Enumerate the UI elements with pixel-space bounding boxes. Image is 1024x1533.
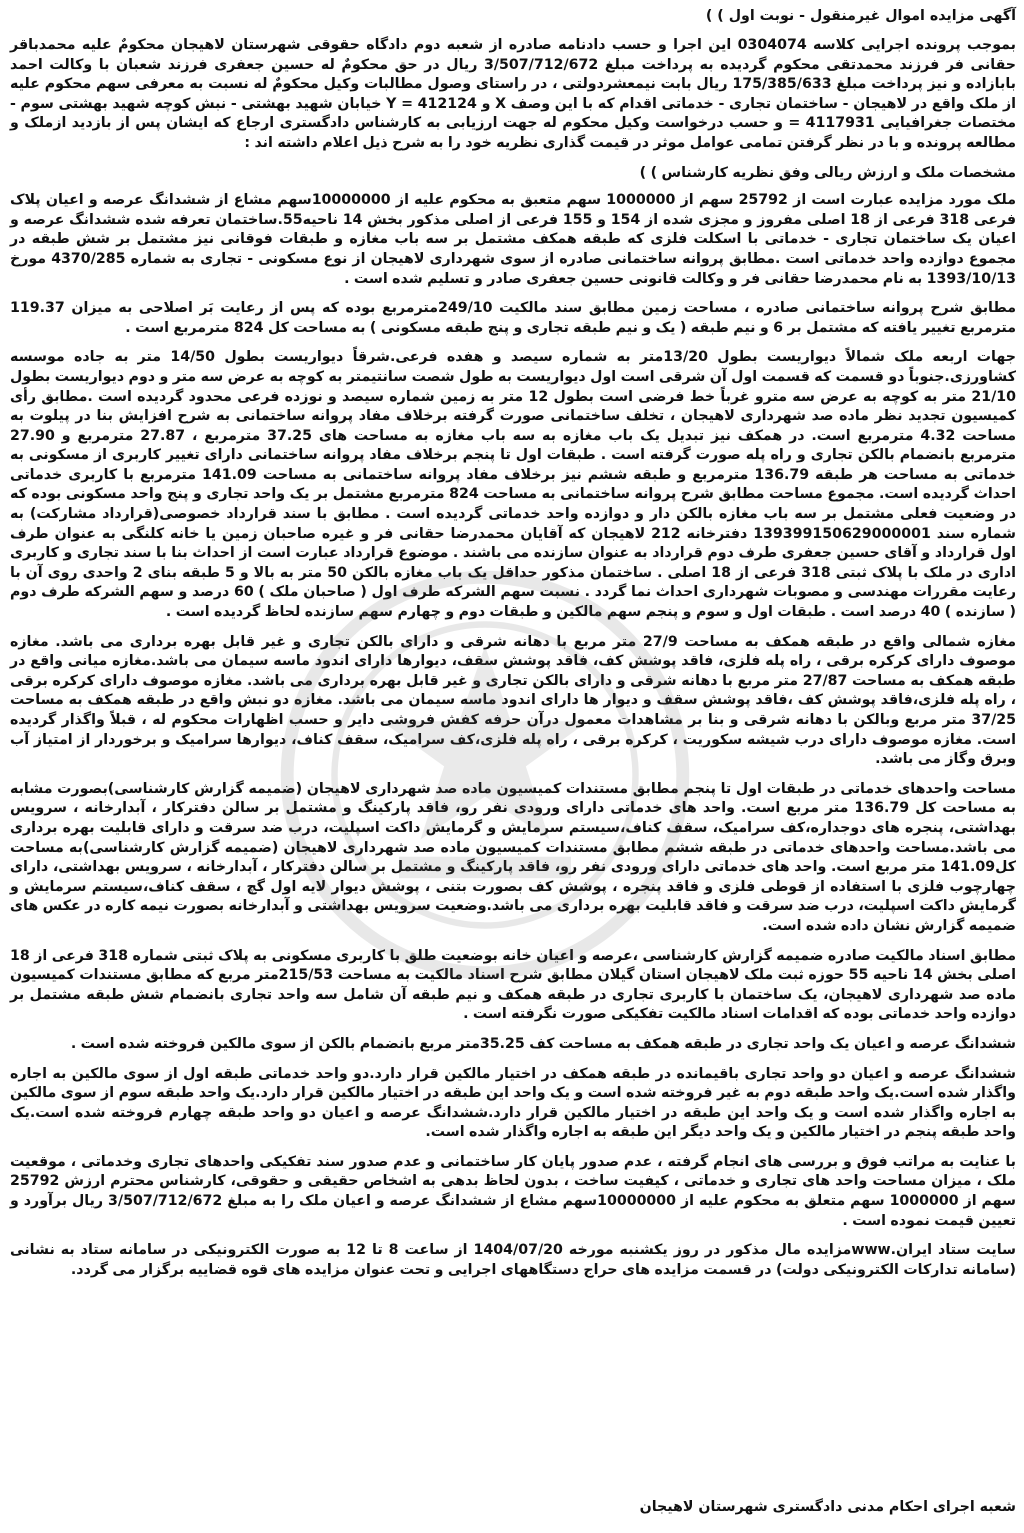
issuing-office-signature: شعبه اجرای احکام مدنی دادگستری شهرستان لاهیجان: [639, 1499, 1016, 1515]
section-heading: مشخصات ملک و ارزش ریالی وفق نظریه کارشناس ) ): [639, 164, 1016, 181]
sold-unit-paragraph: ششدانگ عرصه و اعیان یک واحد تجاری در طبقه همکف به مساحت کف 35.25متر مربع بانضمام بالکن از سوی مالکین فروخته شده است .: [70, 1035, 1016, 1052]
deeds-paragraph: مطابق اسناد مالکیت صادره ضمیمه گزارش کارشناسی ،عرصه و اعیان خانه بوضعیت طلق با کاربری مسکونی به پلاک ثبتی شماره 318 فرعی از 18 اصلی بخش 14 ناحیه 55 حوزه ثبت ملک لاهیجان استان گیلان مطابق شرح اسناد مالکیت به مساحت 215/53متر مربع که مطابق مستندات کمیسیون ماده صد شهرداری لاهیجان، یک ساختمان با کاربری تجاری در طبقه همکف و نیم طبقه آن شامل سه واحد تجاری بانضمام شش طبقه مشتمل بر دوازده واحد خدماتی بوده که اقدامات اسناد مالکیت تفکیکی صورت نگرفته است .: [10, 947, 1016, 1023]
service-units-paragraph: مساحت واحدهای خدماتی در طبقات اول تا پنجم مطابق مستندات کمیسیون ماده صد شهرداری لاهیجان (ضمیمه گزارش کارشناسی)بصورت مشابه به مساحت کل 136.79 متر مربع است. واحد های خدماتی دارای ورودی نفر رو، فاقد پارکینگ و مشتمل بر سالن دفترکار ، آبدارخانه ، سرویس بهداشتی، پنجره های دوجداره،کف سرامیک، سقف کناف،سیستم سرمایش و گرمایش داکت اسپلیت، درب ضد سرقت و دارای قابلیت بهره برداری می باشد.مساحت واحدهای خدماتی در طبقه ششم مطابق مستندات کمیسیون ماده صد شهرداری لاهیجان (ضمیمه گزارش کارشناسی)به مساحت کل141.09 متر مربع است. واحد های خدماتی دارای ورودی نفر رو، فاقد پارکینگ و مشتمل بر سالن دفترکار ، آبدارخانه ، سرویس بهداشتی، دارای چهارچوب فلزی با استفاده از قوطی فلزی و فاقد پنجره ، پوشش کف بصورت بتنی ، پوشش دیوار لایه اول گچ ، سقف کناف،سیستم سرمایش و گرمایش داکت اسپلیت، درب ضد سرقت و فاقد قابلیت بهره برداری می باشد.وضعیت سرویس بهداشتی و آبدارخانه بصورت نیمه کاره در عکس های ضمیمه گزارش نشان داده شده است.: [10, 780, 1016, 934]
intro-paragraph: بموجب پرونده اجرایی کلاسه 0304074 این اجرا و حسب دادنامه صادره از شعبه دوم دادگاه حقوقی شهرستان لاهیجان محکومٌ علیه محمدباقر حقانی فر فرزند محمدتقی محکوم گردیده به پرداخت مبلغ 3/507/712/672 ریال در حق محکومٌ له حسین جعفری فرزند شعبان با وکالت احمد بابازاده و نیز پرداخت مبلغ 175/385/633 ریال بابت نیمعشردولتی ، در راستای وصول مطالبات وکیل محکومٌ له نسبت به معرفی سهم محکوم علیه از ملک واقع در لاهیجان - ساختمان تجاری - خدماتی اقدام که با این وصف X و 412124 = Y خیابان شهید بهشتی - نبش کوچه شهید بهشتی سوم - مختصات جغرافیایی 4117931 = و حسب درخواست وکیل محکوم له جهت ارزیابی به کارشناس دادگستری ارجاع که ایشان پس از بازدید ازملک و مطالعه پرونده و با در نظر گرفتن تمامی عوامل موثر در قیمت گذاری نظریه خود را به شرح ذیل اعلام داشته اند :: [10, 37, 1017, 151]
permit-paragraph: مطابق شرح پروانه ساختمانی صادره ، مساحت زمین مطابق سند مالکیت 249/10مترمربع بوده که پس از رعایت بَر اصلاحی به میزان 119.37 مترمربع تغییر یافته که مشتمل بر 6 و نیم طبقه ( یک و نیم طبقه تجاری و پنج طبقه مسکونی ) به مساحت کل 824 مترمربع است .: [10, 300, 1016, 336]
boundaries-paragraph: جهات اربعه ملک شمالاً دیواریست بطول 13/20متر به شماره سیصد و هفده فرعی.شرقاً دیواریست بطول 14/50 متر به جاده موسسه کشاورزی.جنوباً دو قسمت که قسمت اول آن شرقی است اول دیواریست به طول شصت سانتیمتر به کوچه به عرض سه متر و دوم دیواریست بطول 21/10 متر به کوچه به عرض سه مترو غرباً خط فرضی است بطول 12 متر به زمین شماره سیصد و نوزده فرعی محدود گردیده است .مطابق رأی کمیسیون تجدید نظر ماده صد شهرداری لاهیجان ، تخلف ساختمانی صورت گرفته برخلاف مفاد پروانه ساختمانی به شرح افزایش بنا در پیلوت به مساحت 4.32 مترمربع است. در همکف نیز تبدیل یک باب مغازه به سه باب مغازه به مساحت های 37.25 مترمربع ، 27.87 مترمربع و 27.90 مترمربع بانضمام بالکن تجاری و راه پله صورت گرفته است . طبقات اول تا پنجم برخلاف مفاد پروانه ساختمانی دارای تغییر کاربری از مسکونی به خدماتی به مساحت هر طبقه 136.79 مترمربع و طبقه ششم نیز برخلاف مفاد پروانه ساختمانی به مساحت 141.09 مترمربع با کاربری خدماتی احداث گردیده است. مجموع مساحت مطابق شرح پروانه ساختمانی به مساحت 824 مترمربع مشتمل بر یک واحد تجاری و پنج واحد مسکونی بوده که در وضعیت فعلی مشتمل بر سه باب مغازه بالکن دار و دوازده واحد خدماتی گردیده است . مطابق با سند قرارداد خصوصی(قرارداد مشارکت) به شماره سند 139399150629000001 دفترخانه 212 لاهیجان که آقایان محمدرضا حقانی فر و غیره صاحبان زمین یا خانه کلنگی به عنوان طرف اول قرارداد و آقای حسین جعفری طرف دوم قرارداد به عنوان سازنده می باشند . موضوع قرارداد عبارت است از احداث بنا با سند تجاری و کاربری اداری در ملک با پلاک ثبتی 318 فرعی از 18 اصلی . ساختمان مذکور حداقل یک باب مغازه بالکن 50 متر به بالا و 5 طبقه بنای 2 واحدی روی آن با رعایت مقررات مهندسی و مصوبات شهرداری احداث نما گردد . نسبت سهم الشرکه طرف اول ( صاحبان ملک ) 60 درصد و سهم الشرکه طرف دوم ( سازنده ) 40 درصد است . طبقات اول و سوم و پنجم سهم مالکین و طبقات دوم و چهارم سهم سازنده لحاظ گردیده است .: [10, 349, 1017, 621]
occupancy-paragraph: ششدانگ عرصه و اعیان دو واحد تجاری باقیمانده در طبقه همکف در اختیار مالکین قرار دارد.دو واحد خدماتی طبقه اول از سوی مالکین به اجاره واگذار شده است.یک واحد طبقه دوم به غیر فروخته شده است و یک واحد این طبقه در اختیار مالکین قرار دارد.یک واحد طبقه سوم از سوی مالکین به اجاره واگذار شده است و یک واحد این طبقه در اختیار مالکین قرار دارد.ششدانگ عرصه و اعیان دو واحد طبقه چهارم فروخته شده است.یک واحد طبقه پنجم در اختیار مالکین و یک واحد دیگر این طبقه به اجاره واگذار شده است.: [10, 1065, 1016, 1141]
auction-date-paragraph: سایت ستاد ایران.wwwمزایده مال مذکور در روز یکشنبه مورخه 1404/07/20 از ساعت 8 تا 12 به صورت الکترونیکی در سامانه ستاد به نشانی (سامانه تدارکات الکترونیکی دولت) در قسمت مزایده های حراج دستگاههای اجرایی و تحت عنوان مزایده های قوه قضاییه برگزار می گردد.: [10, 1242, 1016, 1278]
property-paragraph: ملک مورد مزایده عبارت است از 25792 سهم از 1000000 سهم متعبق به محکوم علیه از 10000000سهم مشاع از ششدانگ عرصه و اعیان پلاک فرعی 318 فرعی از 18 اصلی مفروز و مجزی شده از 154 و 155 فرعی از اصلی مذکور بخش 14 ناحیه55.ساختمان تعرفه شده ششدانگ عرصه و اعیان یک ساختمان تجاری - خدماتی با اسکلت فلزی که طبقه همکف مشتمل بر سه باب مغازه و طبقات فوقانی نیز مشتمل بر شش طبقه در مجموع دوازده واحد خدماتی است .مطابق پروانه ساختمانی صادره از سوی شهرداری لاهیجان از نوع مسکونی - تجاری به شماره 4370/285 مورخ 1393/10/13 به نام محمدرضا حقانی فر و وکالت قانونی حسین جعفری صادر و تسلیم شده است .: [10, 192, 1017, 287]
shops-paragraph: مغازه شمالی واقع در طبقه همکف به مساحت 27/9 متر مربع با دهانه شرقی و دارای بالکن تجاری و غیر قابل بهره برداری می باشد. مغازه موصوف دارای کرکره برقی ، راه پله فلزی، فاقد پوشش کف، فاقد پوشش سقف، دیوارها دارای اندود ماسه سیمان می باشد.مغازه میانی واقع در طبقه همکف به مساحت 27/87 متر مربع با دهانه شرقی و دارای بالکن تجاری و غیر قابل بهره برداری می باشد. مغازه موصوف دارای کرکره برقی ، راه پله فلزی،فاقد پوشش کف ،فاقد پوشش سقف و دیوار ها دارای اندود ماسه سیمان می باشد. مغازه دو نبش واقع در طبقه همکف به مساحت 37/25 متر مربع وبالکن با دهانه شرقی و بنا بر مشاهدات معمول درآن حرفه کفش فروشی دایر و حسب اظهارات محکوم له ، قبلاً واگذار گردیده است. مغازه موصوف دارای درب شیشه سکوریت ، کرکره برقی ، راه پله فلزی،کف سرامیک، سقف کناف، دیوارها سرامیک و برخوردار از امتیاز آب وبرق وگاز می باشد.: [10, 633, 1017, 768]
valuation-paragraph: با عنایت به مراتب فوق و بررسی های انجام گرفته ، عدم صدور پایان کار ساختمانی و عدم صدور سند تفکیکی واحدهای تجاری وخدماتی ، موقعیت ملک ، میزان مساحت واحد های تجاری و خدماتی ، کیفیت ساخت ، بدون لحاظ بدهی به اشخاص حقیقی و حقوقی، کارشناس محترم ارزش 25792 سهم از 1000000 سهم متعلق به محکوم علیه از 10000000سهم مشاع از ششدانگ عرصه و اعیان ملک را به مبلغ 3/507/712/672 ریال برآورد و تعیین قیمت نموده است .: [10, 1153, 1017, 1229]
notice-title: آگهی مزایده اموال غیرمنقول - نوبت اول ) ): [705, 8, 1016, 24]
